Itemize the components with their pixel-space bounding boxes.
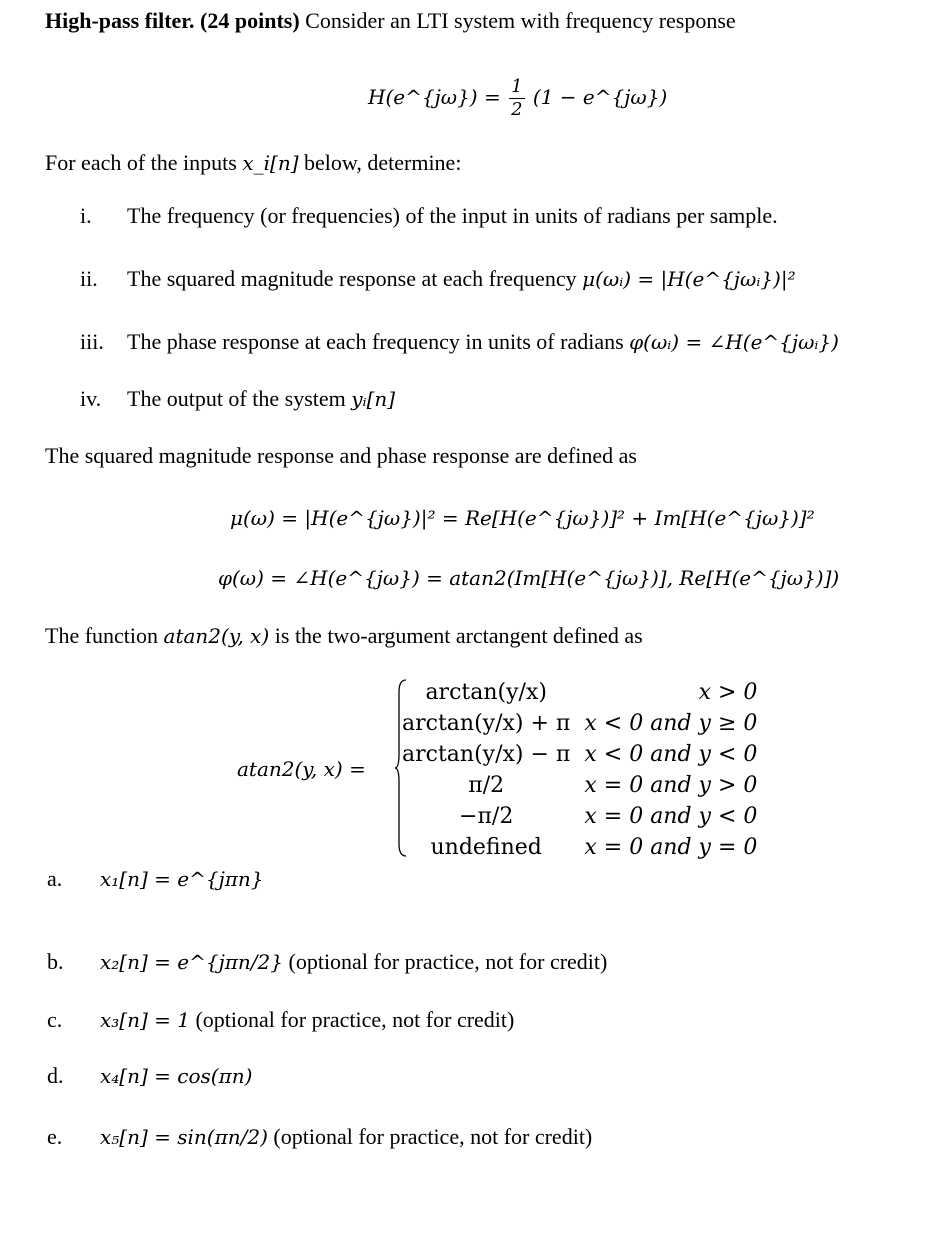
case-row bbox=[402, 832, 757, 863]
task-text: The frequency (or frequencies) of the input in units of radians per sample. bbox=[127, 203, 778, 228]
frac-den: 2 bbox=[511, 99, 523, 120]
intro-after: below, determine: bbox=[298, 150, 462, 175]
part-math: x₄[n] = cos(πn) bbox=[100, 1064, 253, 1088]
task-text: The phase response at each frequency in units of radians bbox=[127, 329, 630, 354]
part-e bbox=[47, 1124, 592, 1150]
part-label: e. bbox=[47, 1124, 63, 1149]
title-bold: High-pass filter. (24 points) bbox=[45, 8, 300, 33]
case-row bbox=[402, 739, 757, 770]
atan-intro bbox=[45, 623, 643, 649]
case-value: undefined bbox=[430, 835, 542, 860]
case-cond: x = 0 and y < 0 bbox=[584, 804, 758, 829]
case-cond: x < 0 and y ≥ 0 bbox=[584, 711, 758, 736]
eq-rhs: (1 − e^{jω}) bbox=[532, 85, 668, 109]
case-cond: x = 0 and y > 0 bbox=[584, 773, 758, 798]
atan-math: atan2(y, x) bbox=[163, 624, 270, 648]
task-item bbox=[80, 203, 778, 229]
case-cond: x < 0 and y < 0 bbox=[584, 742, 758, 767]
part-d bbox=[47, 1063, 252, 1089]
task-math: yᵢ[n] bbox=[351, 387, 396, 411]
fraction bbox=[509, 78, 524, 119]
def-mu: μ(ω) = |H(e^{jω})|² = Re[H(e^{jω})]² + Im[H(e^{jω})]² bbox=[230, 506, 815, 530]
eq-lhs: H(e^{jω}) = bbox=[368, 85, 501, 109]
case-value: arctan(y/x) bbox=[425, 680, 547, 705]
task-item bbox=[80, 329, 839, 355]
intro-var: x_i[n] bbox=[242, 151, 299, 175]
task-text: The squared magnitude response at each frequency bbox=[127, 266, 583, 291]
task-item bbox=[80, 386, 395, 412]
atan-cases-table bbox=[402, 677, 757, 863]
task-math: φ(ωᵢ) = ∠H(e^{jωᵢ}) bbox=[629, 330, 839, 354]
case-cond: x > 0 bbox=[698, 680, 758, 705]
part-label: c. bbox=[47, 1007, 63, 1032]
part-math: x₅[n] = sin(πn/2) bbox=[100, 1125, 268, 1149]
case-value: π/2 bbox=[468, 773, 505, 798]
atan-after: is the two-argument arctangent defined as bbox=[269, 623, 643, 648]
part-note: (optional for practice, not for credit) bbox=[283, 949, 608, 974]
case-value: arctan(y/x) + π bbox=[402, 711, 571, 736]
defs-intro: The squared magnitude response and phase response are defined as bbox=[45, 443, 637, 468]
equation-H bbox=[368, 78, 667, 119]
task-math: μ(ωᵢ) = |H(e^{jωᵢ})|² bbox=[582, 267, 796, 291]
case-row bbox=[402, 801, 757, 832]
task-text: The output of the system bbox=[127, 386, 352, 411]
title-rest: Consider an LTI system with frequency response bbox=[299, 8, 736, 33]
part-label: b. bbox=[47, 949, 64, 974]
part-math: x₁[n] = e^{jπn} bbox=[100, 867, 264, 891]
def-phi: φ(ω) = ∠H(e^{jω}) = atan2(Im[H(e^{jω})], Re[H(e^{jω})]) bbox=[218, 566, 840, 590]
part-label: d. bbox=[47, 1063, 64, 1088]
part-note: (optional for practice, not for credit) bbox=[189, 1007, 515, 1032]
problem-title bbox=[45, 8, 736, 34]
part-math: x₂[n] = e^{jπn/2} bbox=[100, 950, 283, 974]
part-label: a. bbox=[47, 866, 63, 891]
intro-before: For each of the inputs bbox=[45, 150, 243, 175]
atan-lhs: atan2(y, x) = bbox=[237, 757, 366, 781]
task-num: ii. bbox=[80, 266, 98, 291]
task-num: iv. bbox=[80, 386, 102, 411]
task-num: i. bbox=[80, 203, 92, 228]
part-c bbox=[47, 1007, 514, 1033]
intro-text bbox=[45, 150, 461, 176]
atan-before: The function bbox=[45, 623, 164, 648]
part-b bbox=[47, 949, 607, 975]
case-value: arctan(y/x) − π bbox=[402, 742, 571, 767]
case-row bbox=[402, 708, 757, 739]
part-note: (optional for practice, not for credit) bbox=[267, 1124, 593, 1149]
case-row bbox=[402, 677, 757, 708]
case-value: −π/2 bbox=[459, 804, 514, 829]
case-cond: x = 0 and y = 0 bbox=[584, 835, 758, 860]
frac-num: 1 bbox=[511, 76, 523, 97]
case-row bbox=[402, 770, 757, 801]
part-math: x₃[n] = 1 bbox=[100, 1008, 190, 1032]
part-a bbox=[47, 866, 264, 892]
task-item bbox=[80, 266, 796, 292]
task-num: iii. bbox=[80, 329, 104, 354]
